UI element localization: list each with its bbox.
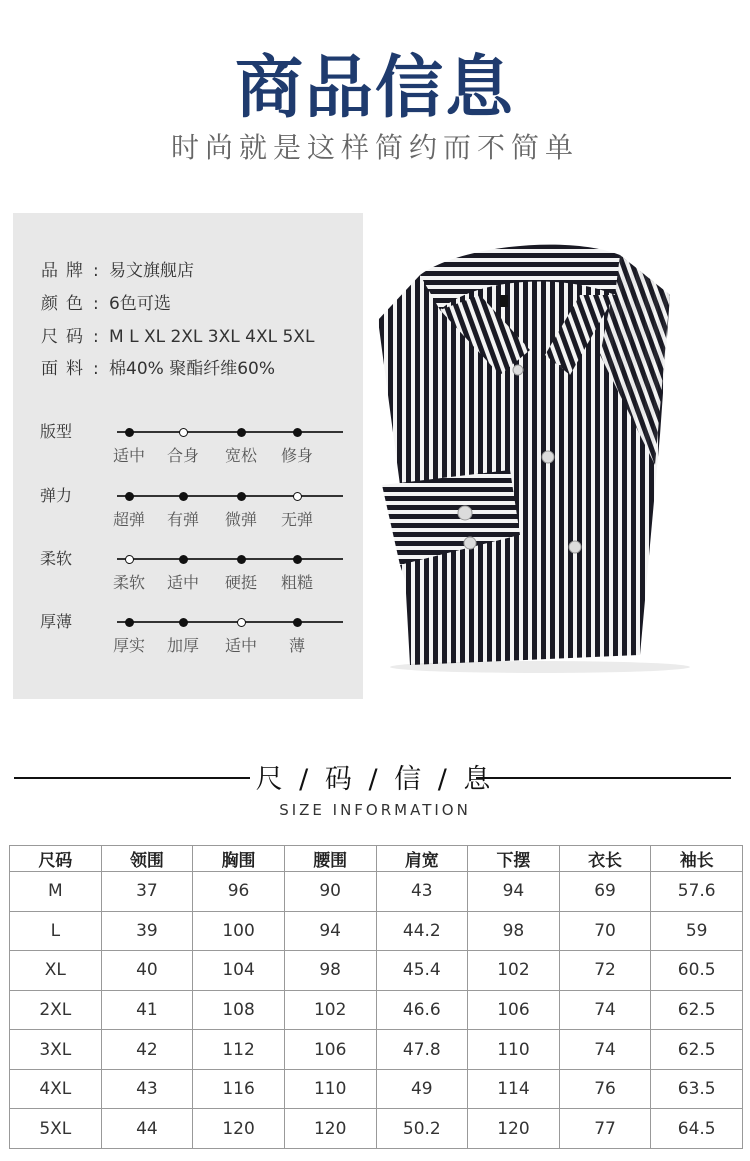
striped-shirt-image	[370, 235, 745, 675]
rating-option: 加厚	[166, 636, 199, 655]
table-cell: 64.5	[651, 1109, 743, 1149]
table-cell: M	[10, 872, 102, 912]
table-row	[10, 1109, 743, 1149]
table-cell: 94	[468, 872, 560, 912]
table-cell: 44.2	[376, 911, 468, 951]
table-cell: 47.8	[376, 1030, 468, 1070]
table-cell: 108	[193, 990, 285, 1030]
size-table	[9, 845, 743, 1149]
table-cell: 90	[284, 872, 376, 912]
table-cell: 112	[193, 1030, 285, 1070]
rating-option: 柔软	[112, 573, 145, 592]
table-cell: 69	[559, 872, 651, 912]
rating-dot-selected	[125, 555, 134, 564]
rating-dot-selected	[293, 492, 302, 501]
table-cell: 102	[284, 990, 376, 1030]
rating-dot	[125, 492, 134, 501]
spec-row-color: 颜色 : 6色可选	[41, 291, 171, 317]
size-table-header	[10, 846, 743, 872]
spec-value: M L XL 2XL 3XL 4XL 5XL	[109, 327, 315, 347]
rating-option: 厚实	[112, 636, 145, 655]
table-row	[10, 990, 743, 1030]
table-cell: L	[10, 911, 102, 951]
table-cell: 49	[376, 1069, 468, 1109]
size-table-header-cell: 袖长	[651, 846, 743, 872]
table-cell: 62.5	[651, 990, 743, 1030]
rating-scale-line	[117, 431, 343, 433]
rating-dot-selected	[237, 618, 246, 627]
rating-label: 柔软	[40, 549, 73, 568]
size-table-header-cell: 腰围	[284, 846, 376, 872]
table-cell: 45.4	[376, 951, 468, 991]
rating-label: 版型	[40, 422, 73, 441]
size-section-subtitle: SIZE INFORMATION	[279, 801, 471, 819]
rating-option: 适中	[112, 446, 145, 465]
table-row	[10, 951, 743, 991]
table-row	[10, 1030, 743, 1070]
table-cell: 62.5	[651, 1030, 743, 1070]
table-cell: 77	[559, 1109, 651, 1149]
table-cell: 98	[468, 911, 560, 951]
page-title: 商品信息	[234, 49, 515, 128]
table-cell: 96	[193, 872, 285, 912]
table-cell: 5XL	[10, 1109, 102, 1149]
rating-dot	[237, 492, 246, 501]
table-cell: 39	[101, 911, 193, 951]
table-cell: 120	[468, 1109, 560, 1149]
spec-row-size: 尺码 : M L XL 2XL 3XL 4XL 5XL	[41, 324, 314, 350]
table-cell: 46.6	[376, 990, 468, 1030]
size-table-header-cell: 领围	[101, 846, 193, 872]
spec-label: 尺码	[41, 327, 91, 347]
size-table-header-cell: 下摆	[468, 846, 560, 872]
spec-value: 易文旗舰店	[109, 261, 194, 281]
table-cell: 40	[101, 951, 193, 991]
table-cell: 57.6	[651, 872, 743, 912]
rating-option: 微弹	[224, 510, 257, 529]
rating-dot-selected	[179, 428, 188, 437]
table-cell: 72	[559, 951, 651, 991]
table-cell: 114	[468, 1069, 560, 1109]
table-cell: 100	[193, 911, 285, 951]
rating-dot	[125, 428, 134, 437]
rating-option: 粗糙	[280, 573, 313, 592]
table-cell: 116	[193, 1069, 285, 1109]
table-cell: 106	[284, 1030, 376, 1070]
rating-option: 适中	[224, 636, 257, 655]
table-cell: 120	[284, 1109, 376, 1149]
table-cell: 60.5	[651, 951, 743, 991]
table-cell: 120	[193, 1109, 285, 1149]
table-cell: 43	[101, 1069, 193, 1109]
table-row	[10, 1069, 743, 1109]
rating-dot	[125, 618, 134, 627]
size-table-header-cell: 肩宽	[376, 846, 468, 872]
size-table-header-cell: 尺码	[10, 846, 102, 872]
spec-label: 面料	[41, 359, 91, 379]
spec-row-brand: 品牌 : 易文旗舰店	[41, 258, 194, 284]
rating-scale-line	[117, 621, 343, 623]
table-cell: 74	[559, 1030, 651, 1070]
rating-option: 超弹	[112, 510, 145, 529]
rating-label: 弹力	[40, 486, 73, 505]
spec-label: 颜色	[41, 294, 91, 314]
table-cell: 3XL	[10, 1030, 102, 1070]
rating-label: 厚薄	[40, 612, 73, 631]
table-cell: 104	[193, 951, 285, 991]
rating-option: 宽松	[224, 446, 257, 465]
table-cell: 98	[284, 951, 376, 991]
table-cell: XL	[10, 951, 102, 991]
spec-row-fabric: 面料 : 棉40% 聚酯纤维60%	[41, 356, 275, 382]
rating-dot	[293, 555, 302, 564]
rating-scale-line	[117, 495, 343, 497]
size-table-header-cell: 衣长	[559, 846, 651, 872]
table-cell: 4XL	[10, 1069, 102, 1109]
spec-value: 6色可选	[109, 294, 171, 314]
table-cell: 102	[468, 951, 560, 991]
rating-option: 硬挺	[224, 573, 257, 592]
page-subtitle: 时尚就是这样简约而不简单	[170, 131, 579, 164]
table-cell: 110	[284, 1069, 376, 1109]
rating-dot	[179, 492, 188, 501]
table-cell: 59	[651, 911, 743, 951]
rating-option: 适中	[166, 573, 199, 592]
table-cell: 42	[101, 1030, 193, 1070]
product-info-panel	[13, 213, 363, 699]
spec-label: 品牌	[41, 261, 91, 281]
rating-dot	[179, 618, 188, 627]
rating-option: 修身	[280, 446, 313, 465]
table-row	[10, 872, 743, 912]
table-cell: 50.2	[376, 1109, 468, 1149]
rating-dot	[237, 555, 246, 564]
table-cell: 76	[559, 1069, 651, 1109]
rating-option: 有弹	[166, 510, 199, 529]
rating-dot	[179, 555, 188, 564]
table-cell: 43	[376, 872, 468, 912]
spec-value: 棉40% 聚酯纤维60%	[109, 359, 275, 379]
rating-scale-line	[117, 558, 343, 560]
rating-dot	[237, 428, 246, 437]
table-cell: 70	[559, 911, 651, 951]
rating-option: 无弹	[280, 510, 313, 529]
table-cell: 94	[284, 911, 376, 951]
table-cell: 41	[101, 990, 193, 1030]
table-row	[10, 911, 743, 951]
table-cell: 2XL	[10, 990, 102, 1030]
rating-dot	[293, 618, 302, 627]
size-section-title: 尺 / 码 / 信 / 息	[255, 764, 495, 795]
size-table-header-cell: 胸围	[193, 846, 285, 872]
table-cell: 63.5	[651, 1069, 743, 1109]
rating-option: 薄	[288, 636, 305, 655]
table-cell: 110	[468, 1030, 560, 1070]
table-cell: 37	[101, 872, 193, 912]
table-cell: 74	[559, 990, 651, 1030]
rating-option: 合身	[166, 446, 199, 465]
rating-dot	[293, 428, 302, 437]
table-cell: 106	[468, 990, 560, 1030]
table-cell: 44	[101, 1109, 193, 1149]
